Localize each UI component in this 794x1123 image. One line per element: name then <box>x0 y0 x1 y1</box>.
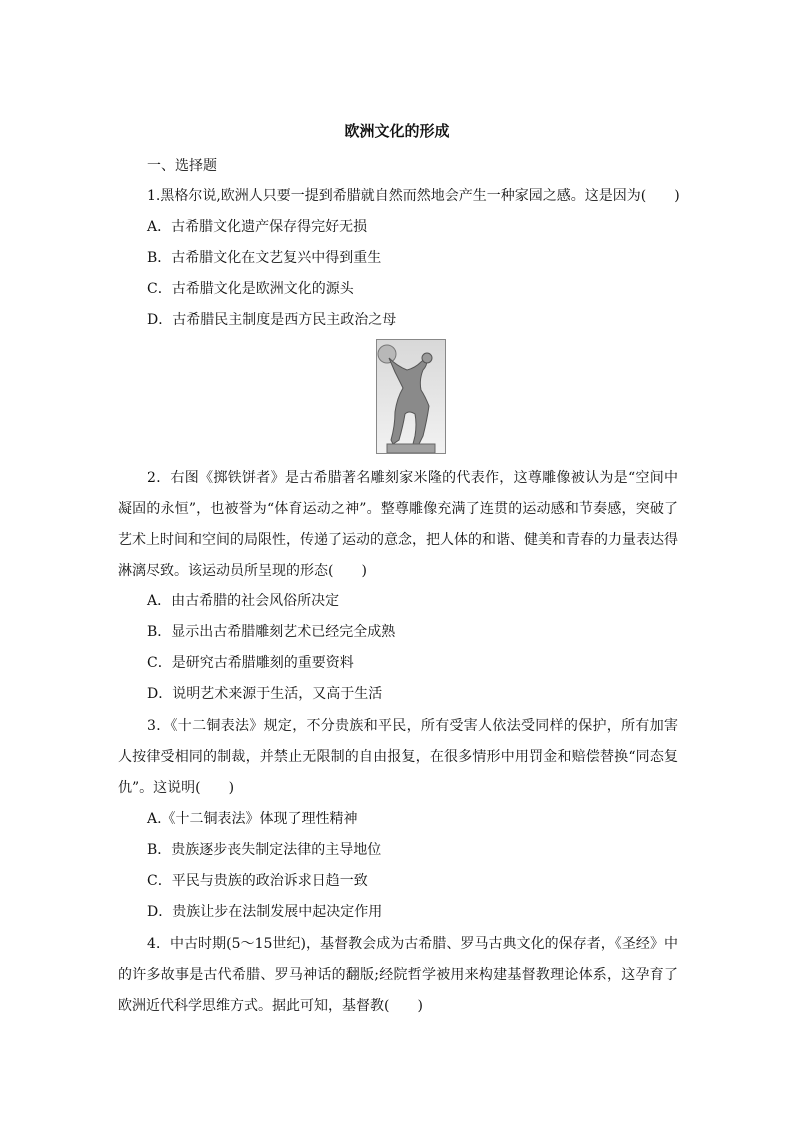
section-heading: 一、选择题 <box>147 158 217 174</box>
question-1-option-b: B．古希腊文化在文艺复兴中得到重生 <box>147 250 382 266</box>
statue-illustration <box>377 340 446 454</box>
question-3-option-c: C．平民与贵族的政治诉求日趋一致 <box>147 873 368 889</box>
question-3-option-a: A.《十二铜表法》体现了理性精神 <box>147 811 358 827</box>
question-2-option-c: C．是研究古希腊雕刻的重要资料 <box>147 655 354 671</box>
question-2-option-a: A．由古希腊的社会风俗所决定 <box>147 593 340 609</box>
document-title: 欧洲文化的形成 <box>344 122 450 140</box>
question-1-option-c: C．古希腊文化是欧洲文化的源头 <box>147 281 354 297</box>
question-1-option-a: A．古希腊文化遗产保存得完好无损 <box>147 219 368 235</box>
question-1-option-d: D．古希腊民主制度是西方民主政治之母 <box>147 312 397 328</box>
question-4-stem: 4．中古时期(5～15世纪)，基督教会成为古希腊、罗马古典文化的保存者，《圣经》中的许多故事是古代希腊、罗马神话的翻版;经院哲学被用来构建基督教理论体系，这孕育了欧洲近代科学思维方式。据此可知，基督教( ) <box>118 936 678 1014</box>
question-3-stem: 3．《十二铜表法》规定，不分贵族和平民，所有受害人依法受同样的保护，所有加害人按律受相同的制裁，并禁止无限制的自由报复，在很多情形中用罚金和赔偿替换“同态复仇”。这说明( ) <box>118 718 678 796</box>
question-3-option-b: B．贵族逐步丧失制定法律的主导地位 <box>147 842 382 858</box>
question-2-option-d: D．说明艺术来源于生活，又高于生活 <box>147 686 383 702</box>
question-2-option-b: B．显示出古希腊雕刻艺术已经完全成熟 <box>147 624 396 640</box>
question-1-stem: 1.黑格尔说,欧洲人只要一提到希腊就自然而然地会产生一种家园之感。这是因为( ) <box>147 188 680 204</box>
question-3-option-d: D．贵族让步在法制发展中起决定作用 <box>147 904 383 920</box>
discobolus-statue-image <box>376 339 446 454</box>
question-2-stem: 2．右图《掷铁饼者》是古希腊著名雕刻家米隆的代表作，这尊雕像被认为是“空间中凝固的永恒”，也被誉为“体育运动之神”。整尊雕像充满了连贯的运动感和节奏感，突破了艺术上时间和空间的局限性，传递了运动的意念，把人体的和谐、健美和青春的力量表达得淋漓尽致。该运动员所呈现的形态( ) <box>118 470 678 579</box>
